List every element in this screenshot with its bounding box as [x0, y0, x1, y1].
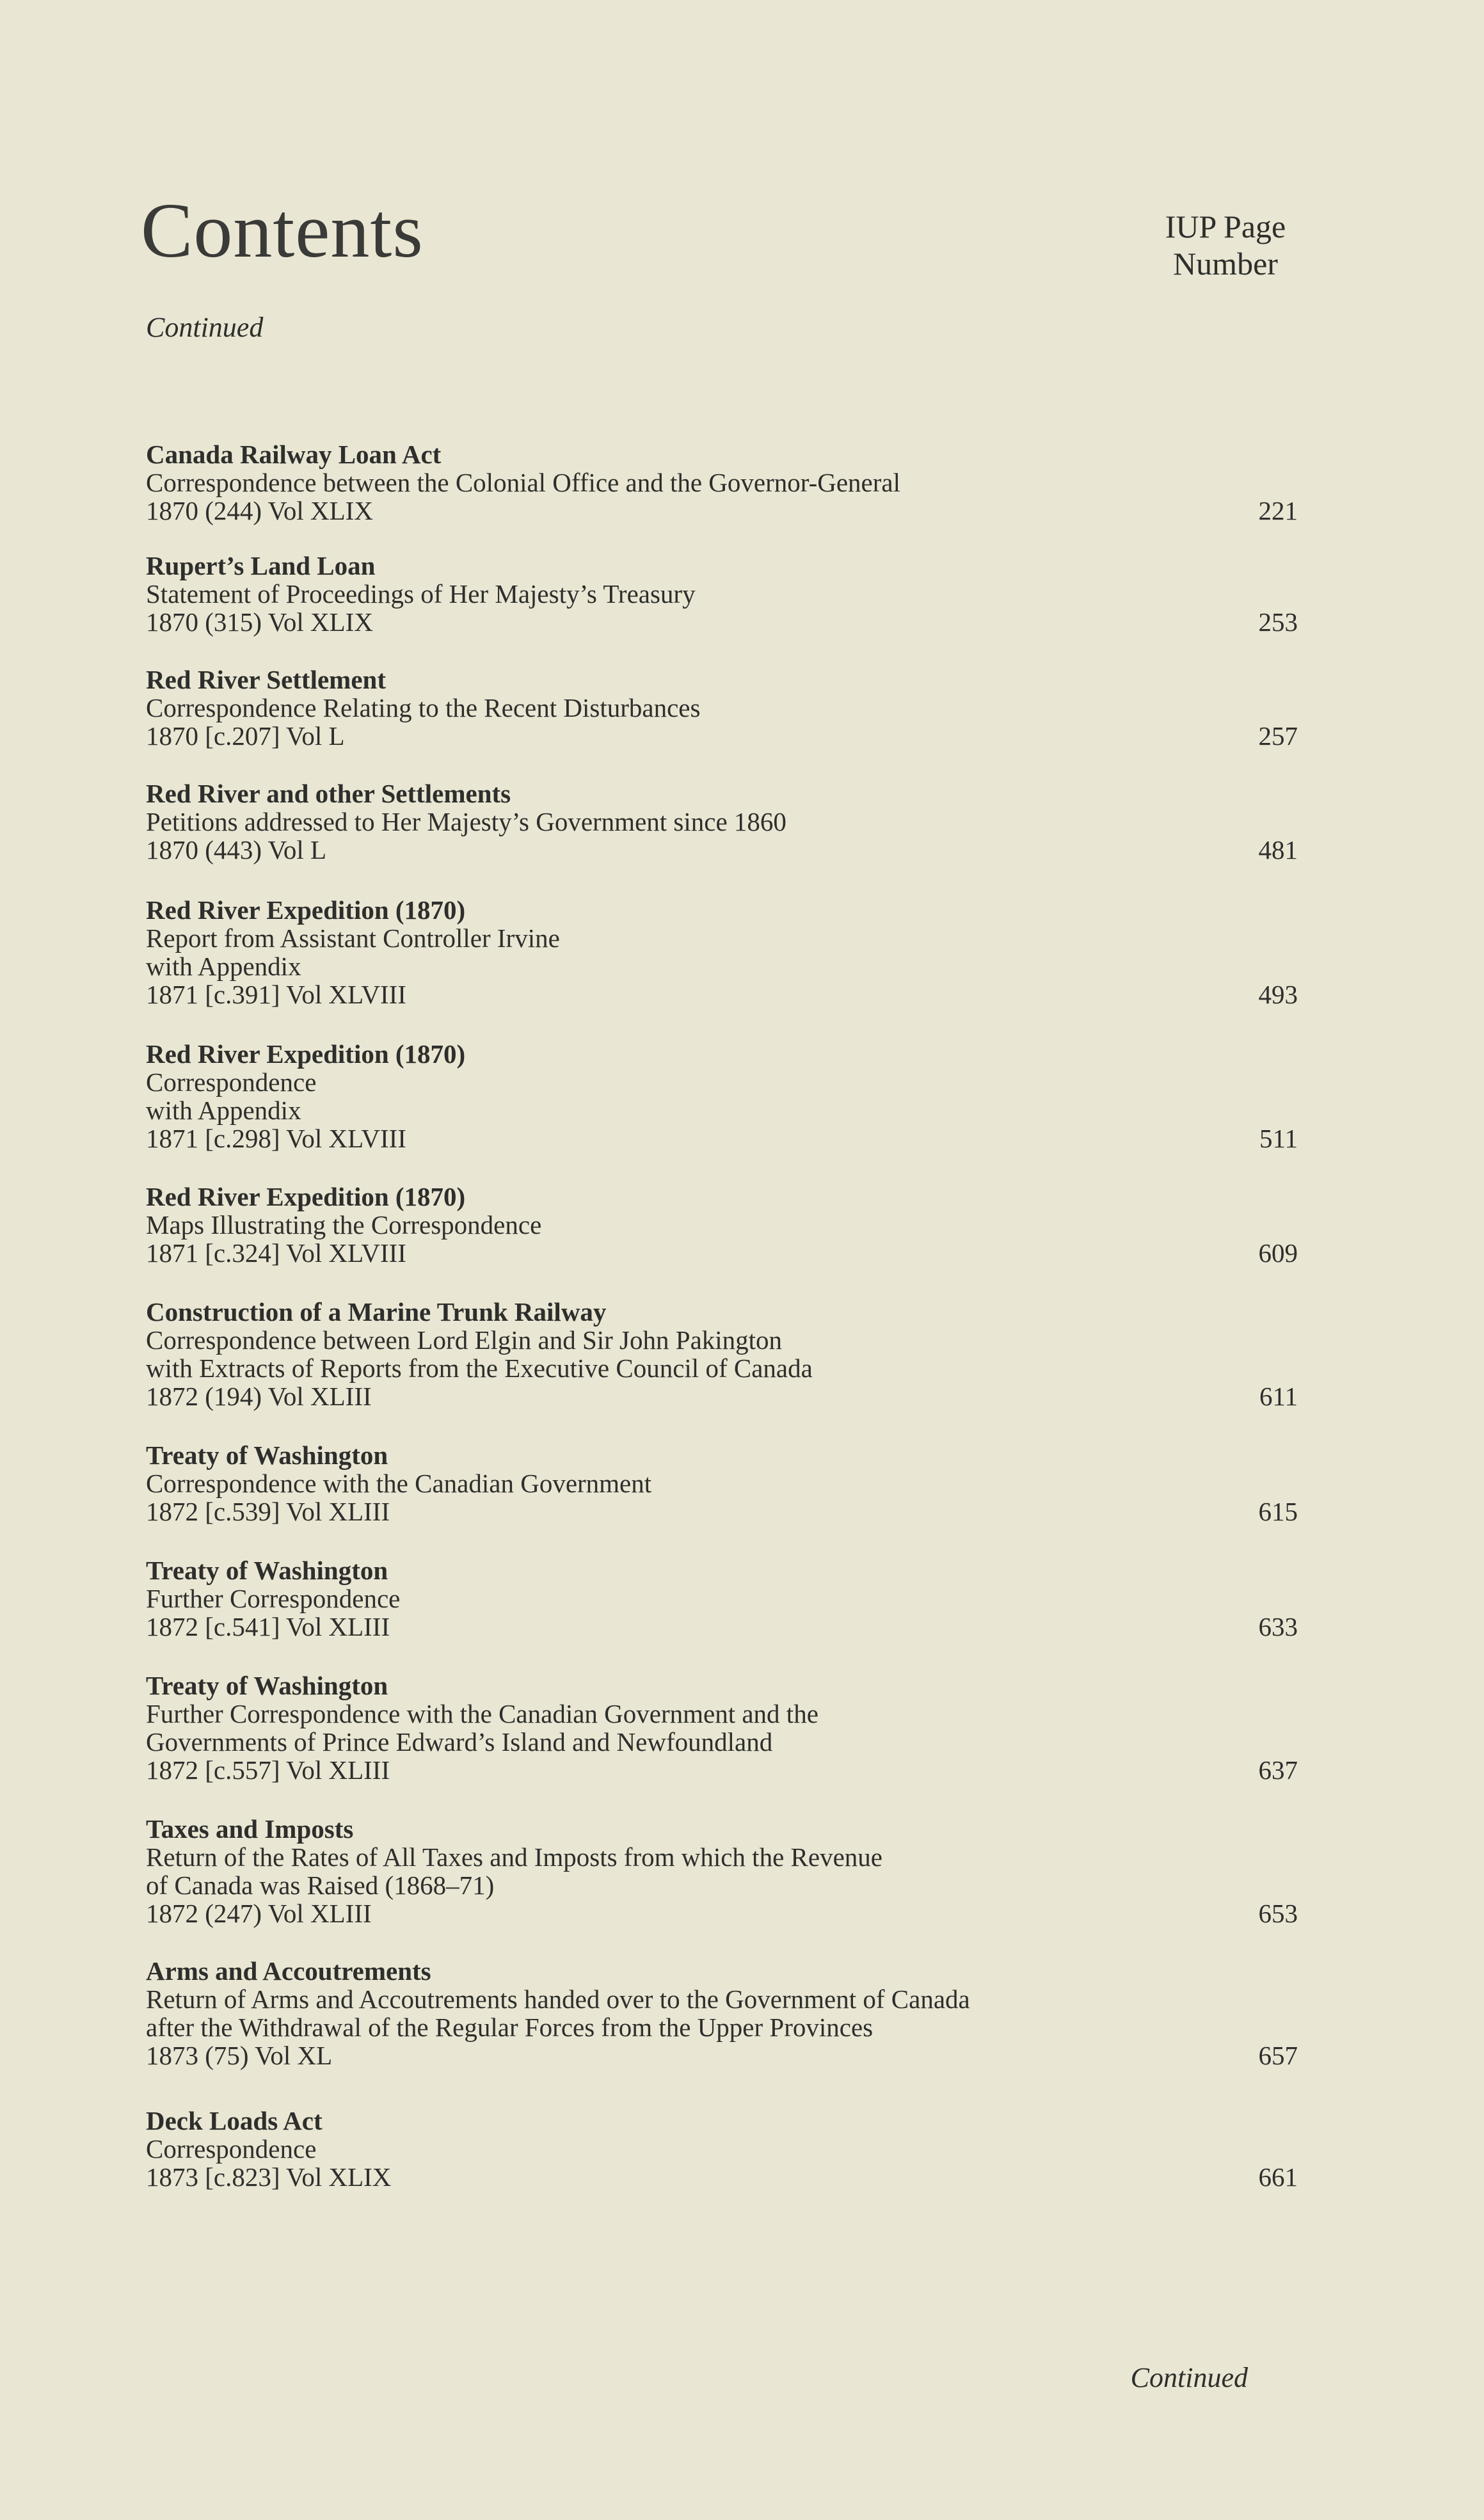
page-number-column-heading	[1126, 208, 1325, 282]
entry-heading: Red River and other Settlements	[146, 779, 511, 808]
entry-heading: Canada Railway Loan Act	[146, 440, 442, 469]
entry-description-line: Governments of Prince Edward’s Island and Newfoundland	[146, 1727, 773, 1757]
entry-description-line: with Appendix	[146, 1096, 301, 1125]
entry-heading: Treaty of Washington	[146, 1440, 388, 1470]
entry-description-line: Petitions addressed to Her Majesty’s Government since 1860	[146, 807, 786, 836]
entry-description-line: Correspondence with the Canadian Government	[146, 1469, 652, 1498]
entry-heading: Deck Loads Act	[146, 2106, 323, 2135]
entry-page-number: 511	[1259, 1124, 1298, 1153]
entry-heading: Red River Expedition (1870)	[146, 1039, 466, 1069]
entry-description-line: 1872 [c.539] Vol XLIII	[146, 1497, 390, 1526]
contents-entry	[146, 1182, 1298, 1268]
entry-description-line: Correspondence Relating to the Recent Disturbances	[146, 693, 701, 722]
entry-page-number: 637	[1258, 1755, 1298, 1785]
entry-description-line: 1870 [c.207] Vol L	[146, 721, 345, 751]
entry-description-line: 1870 (443) Vol L	[146, 835, 327, 865]
contents-entry	[146, 440, 1298, 525]
entry-description-line: Correspondence between Lord Elgin and Sir John Pakington	[146, 1325, 783, 1355]
entry-page-number: 611	[1259, 1382, 1298, 1411]
entry-page-number: 657	[1258, 2041, 1298, 2070]
entry-description-line: Report from Assistant Controller Irvine	[146, 923, 560, 953]
entry-heading: Construction of a Marine Trunk Railway	[146, 1297, 607, 1327]
entry-description-line: 1870 (315) Vol XLIX	[146, 607, 373, 637]
contents-entry	[146, 665, 1298, 751]
contents-entry	[146, 1814, 1298, 1928]
entry-page-number: 633	[1258, 1612, 1298, 1641]
entry-description-line: of Canada was Raised (1868–71)	[146, 1870, 495, 1900]
entry-description-line: Return of Arms and Accoutrements handed over to the Government of Canada	[146, 1984, 970, 2014]
contents-entry	[146, 1039, 1298, 1153]
entry-heading: Taxes and Imposts	[146, 1814, 354, 1844]
entry-description-line: Correspondence	[146, 2134, 317, 2164]
entry-description-line: Return of the Rates of All Taxes and Imposts from which the Revenue	[146, 1842, 882, 1872]
entry-heading: Red River Expedition (1870)	[146, 895, 466, 925]
entry-description-line: with Extracts of Reports from the Executive Council of Canada	[146, 1353, 813, 1383]
entry-heading: Treaty of Washington	[146, 1556, 388, 1585]
entry-description-line: 1871 [c.391] Vol XLVIII	[146, 980, 406, 1009]
contents-entry	[146, 1297, 1298, 1411]
entry-description-line: with Appendix	[146, 952, 301, 981]
entry-description-line: 1872 [c.541] Vol XLIII	[146, 1612, 390, 1641]
entry-heading: Treaty of Washington	[146, 1671, 388, 1700]
column-heading-line2: Number	[1173, 246, 1278, 282]
entry-description-line: Correspondence	[146, 1067, 317, 1097]
contents-entry	[146, 1671, 1298, 1785]
entry-description-line: 1871 [c.324] Vol XLVIII	[146, 1238, 406, 1268]
entry-page-number: 253	[1258, 607, 1298, 637]
entry-description-line: after the Withdrawal of the Regular Forces from the Upper Provinces	[146, 2013, 874, 2042]
contents-entry	[146, 779, 1298, 865]
entry-page-number: 615	[1258, 1497, 1298, 1526]
entry-description-line: Statement of Proceedings of Her Majesty’s Treasury	[146, 579, 696, 609]
column-heading-line1: IUP Page	[1165, 209, 1286, 244]
entry-description-line: 1873 (75) Vol XL	[146, 2041, 333, 2070]
entry-page-number: 481	[1258, 835, 1298, 865]
entry-page-number: 493	[1258, 980, 1298, 1009]
entry-heading: Red River Settlement	[146, 665, 386, 694]
entry-description-line: Correspondence between the Colonial Office and the Governor-General	[146, 468, 900, 497]
contents-entry	[146, 2106, 1298, 2192]
contents-entry	[146, 895, 1298, 1009]
contents-entry	[146, 551, 1298, 637]
contents-entry	[146, 1556, 1298, 1641]
entry-description-line: Further Correspondence	[146, 1584, 401, 1613]
contents-entry	[146, 1440, 1298, 1526]
entry-page-number: 609	[1258, 1238, 1298, 1268]
entry-heading: Red River Expedition (1870)	[146, 1182, 466, 1211]
entry-description-line: 1870 (244) Vol XLIX	[146, 496, 373, 525]
entry-description-line: 1872 (247) Vol XLIII	[146, 1899, 372, 1928]
entry-description-line: 1871 [c.298] Vol XLVIII	[146, 1124, 406, 1153]
entry-page-number: 257	[1258, 721, 1298, 751]
continued-footer: Continued	[1130, 2362, 1248, 2393]
entry-description-line: Maps Illustrating the Correspondence	[146, 1210, 542, 1240]
contents-entry	[146, 1956, 1298, 2070]
entry-page-number: 661	[1258, 2162, 1298, 2192]
entry-description-line: 1873 [c.823] Vol XLIX	[146, 2162, 392, 2192]
page-title: Contents	[141, 187, 424, 274]
entry-page-number: 653	[1258, 1899, 1298, 1928]
entry-description-line: Further Correspondence with the Canadian Government and the	[146, 1699, 818, 1728]
page-subtitle: Continued	[146, 312, 264, 343]
entry-page-number: 221	[1258, 496, 1298, 525]
entry-heading: Rupert’s Land Loan	[146, 551, 376, 580]
entry-heading: Arms and Accoutrements	[146, 1956, 431, 1986]
entry-description-line: 1872 [c.557] Vol XLIII	[146, 1755, 390, 1785]
entry-description-line: 1872 (194) Vol XLIII	[146, 1382, 372, 1411]
